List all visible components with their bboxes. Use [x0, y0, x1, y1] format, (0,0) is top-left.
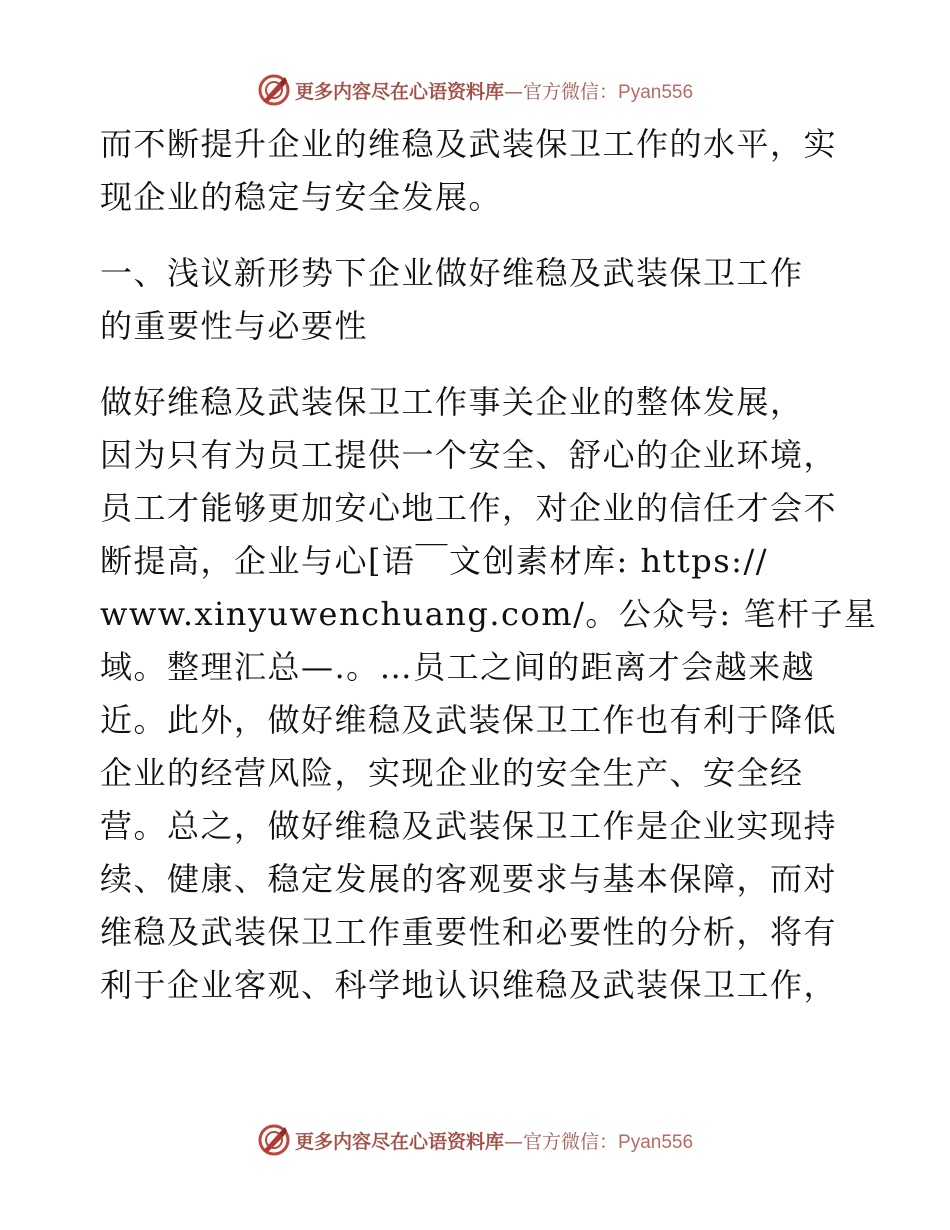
text-line: 现企业的稳定与安全发展。 [100, 178, 503, 216]
text-line: 而不断提升企业的维稳及武装保卫工作的水平，实 [100, 125, 838, 163]
text-line: 营。总之，做好维稳及武装保卫工作是企业实现持 [100, 807, 838, 845]
watermark-text [295, 77, 693, 104]
watermark-title: 更多内容尽在心语资料库 [294, 1130, 504, 1153]
text-line: 域。整理汇总—.。…员工之间的距离才会越来越 [100, 648, 816, 686]
footer-watermark [0, 1120, 950, 1160]
watermark-separator: ： [599, 80, 619, 103]
watermark-wechat-id: Pyan556 [618, 1131, 694, 1153]
watermark-wechat-label: 官方微信 [522, 1130, 599, 1153]
watermark-wechat-id: Pyan556 [618, 81, 694, 103]
text-line: 维稳及武装保卫工作重要性和必要性的分析，将有 [100, 913, 838, 951]
text-line: 员工才能够更加安心地工作，对企业的信任才会不 [100, 489, 838, 527]
document-body [100, 118, 878, 1012]
text-line: 近。此外，做好维稳及武装保卫工作也有利于降低 [100, 701, 838, 739]
paragraph-body [100, 376, 878, 1012]
text-line: 续、健康、稳定发展的客观要求与基本保障，而对 [100, 860, 838, 898]
watermark-title: 更多内容尽在心语资料库 [294, 80, 504, 103]
section-heading [100, 247, 860, 353]
text-line: 企业的经营风险，实现企业的安全生产、安全经 [100, 754, 804, 792]
watermark-text [295, 1127, 693, 1154]
text-line: 因为只有为员工提供一个安全、舒心的企业环境， [100, 436, 838, 474]
watermark-dash: — [503, 80, 523, 103]
text-line: 利于企业客观、科学地认识维稳及武装保卫工作， [100, 966, 838, 1004]
brand-logo-icon [257, 73, 291, 107]
brand-logo-icon [257, 1123, 291, 1157]
text-line: 做好维稳及武装保卫工作事关企业的整体发展， [100, 383, 804, 421]
text-line-url: www.xinyuwenchuang.com/。公众号: 笔杆子星 [100, 595, 878, 633]
watermark-wechat-label: 官方微信 [522, 80, 599, 103]
paragraph-continuation [100, 118, 860, 224]
heading-line: 一、浅议新形势下企业做好维稳及武装保卫工作 [100, 254, 804, 292]
text-line: 断提高，企业与心[语￣文创素材库: https:// [100, 542, 769, 580]
watermark-separator: ： [599, 1130, 619, 1153]
heading-line: 的重要性与必要性 [100, 307, 369, 345]
watermark-dash: — [503, 1130, 523, 1153]
header-watermark [0, 70, 950, 110]
